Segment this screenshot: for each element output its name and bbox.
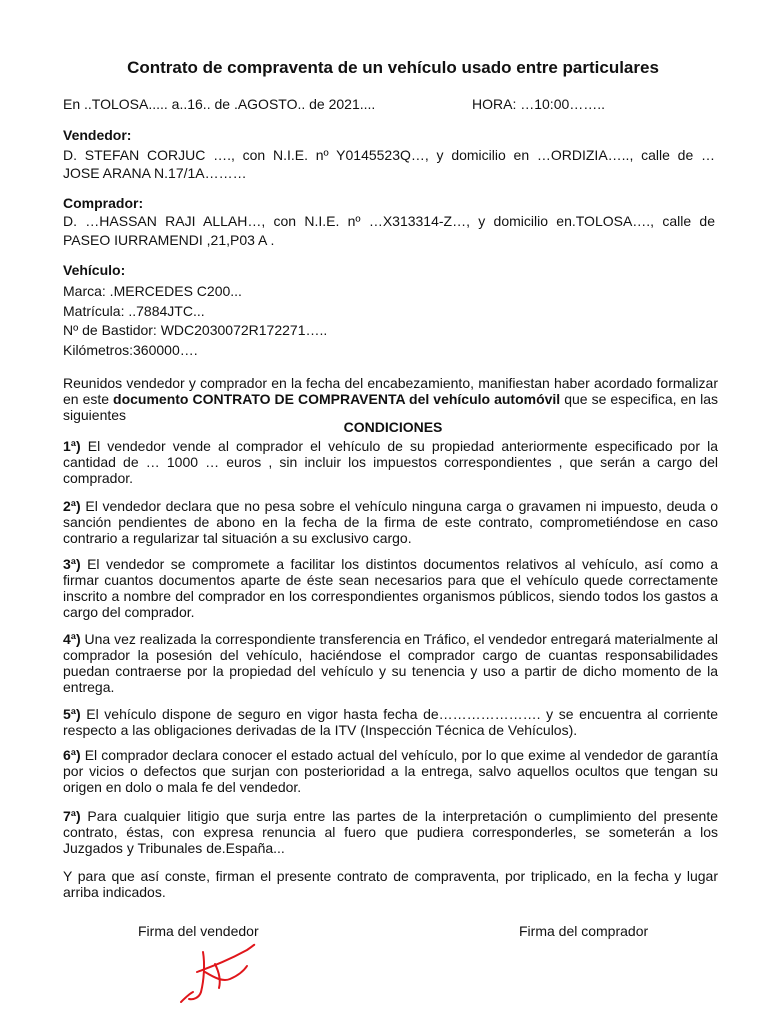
clause-number: 1ª) [63, 438, 81, 454]
clause-3 [63, 556, 718, 620]
vehicle-heading: Vehículo: [63, 262, 126, 278]
clause-text: El vendedor vende al comprador el vehículo de su propiedad anteriormente especificado por la cantidad de … 1000 … euros , sin incluir los impuestos correspondientes , que serán a cargo del comprador. [63, 438, 718, 486]
intro-bold: documento CONTRATO DE COMPRAVENTA del vehículo automóvil [113, 391, 561, 407]
clause-text: Una vez realizada la correspondiente transferencia en Tráfico, el vendedor entregará materialmente al comprador la posesión del vehículo, haciéndose el comprador cargo de cuantas responsabilidades puedan contraerse por la propiedad del vehículo y su tenencia y uso a partir de dicho momento de la entrega. [63, 631, 718, 695]
buyer-line-1: D. …HASSAN RAJI ALLAH…, con N.I.E. nº …X313314-Z…, y domicilio en.TOLOSA…., calle de [63, 213, 715, 229]
clause-6 [63, 747, 718, 795]
clause-text: El vehículo dispone de seguro en vigor hasta fecha de…………………. y se encuentra al corriente respecto a las obligaciones derivadas de la ITV (Inspección Técnica de Vehículos). [63, 706, 718, 738]
clause-1 [63, 438, 718, 486]
clause-number: 7ª) [63, 808, 81, 824]
clause-text: El vendedor se compromete a facilitar los distintos documentos relativos al vehículo, así como a firmar cuantos documentos aparte de éste sean necesarios para que el vehículo quede correctamente inscrito a nombre del comprador en los correspondientes organismos públicos, siendo todos los gastos a cargo del comprador. [63, 556, 718, 620]
clause-text: Para cualquier litigio que surja entre las partes de la interpretación o cumplimiento del presente contrato, éstas, con expresa renuncia al fuero que pudiera corresponderles, se someterán a los Juzgados y Tribunales de.España... [63, 808, 718, 856]
clause-4 [63, 631, 718, 695]
place-date: En ..TOLOSA..... a..16.. de .AGOSTO.. de 2021.... [63, 96, 376, 112]
clause-5 [63, 706, 718, 738]
clause-2 [63, 498, 718, 546]
clause-number: 5ª) [63, 706, 81, 722]
vehicle-brand: Marca: .MERCEDES C200... [63, 283, 242, 299]
buyer-heading: Comprador: [63, 195, 144, 211]
clause-number: 4ª) [63, 631, 81, 647]
clause-number: 2ª) [63, 498, 81, 514]
clause-7 [63, 808, 718, 856]
vehicle-plate: Matrícula: ..7884JTC... [63, 303, 205, 319]
clause-number: 3ª) [63, 556, 81, 572]
seller-signature-label: Firma del vendedor [138, 923, 259, 939]
buyer-signature-label: Firma del comprador [519, 923, 649, 939]
seller-line-2: JOSE ARANA N.17/1A……… [63, 165, 247, 181]
document-title: Contrato de compraventa de un vehículo usado entre particulares [127, 58, 659, 77]
conditions-heading: CONDICIONES [343, 419, 443, 435]
vehicle-chassis: Nº de Bastidor: WDC2030072R172271….. [63, 322, 328, 338]
seller-line-1: D. STEFAN CORJUC …., con N.I.E. nº Y0145523Q…, y domicilio en …ORDIZIA….., calle de … [63, 147, 715, 163]
time: HORA: …10:00…….. [472, 96, 606, 112]
closing-paragraph: Y para que así conste, firman el presente contrato de compraventa, por triplicado, en la fecha y lugar arriba indicados. [63, 868, 718, 900]
buyer-line-2: PASEO IURRAMENDI ,21,P03 A . [63, 232, 275, 248]
clause-number: 6ª) [63, 747, 81, 763]
intro-paragraph [63, 375, 718, 423]
vehicle-km: Kilómetros:360000…. [63, 342, 198, 358]
seller-heading: Vendedor: [63, 127, 132, 143]
seller-signature [175, 942, 265, 1004]
intro-text-1: Reunidos vendedor y comprador en la fecha del encabezamiento, manifiestan haber acordado formalizar en este [63, 375, 718, 407]
intro-text-2: que se especifica, en las siguientes [63, 391, 718, 423]
clause-text: El comprador declara conocer el estado actual del vehículo, por lo que exime al vendedor de garantía por vicios o defectos que surjan con posterioridad a la entrega, salvo aquellos ocultos que tengan su origen en dolo o mala fe del vendedor. [63, 747, 718, 795]
clause-text: El vendedor declara que no pesa sobre el vehículo ninguna carga o gravamen ni impuesto, deuda o sanción pendientes de abono en la fecha de la firma de este contrato, comprometiéndose en caso contrario a regularizar tal situación a su exclusivo cargo. [63, 498, 718, 546]
